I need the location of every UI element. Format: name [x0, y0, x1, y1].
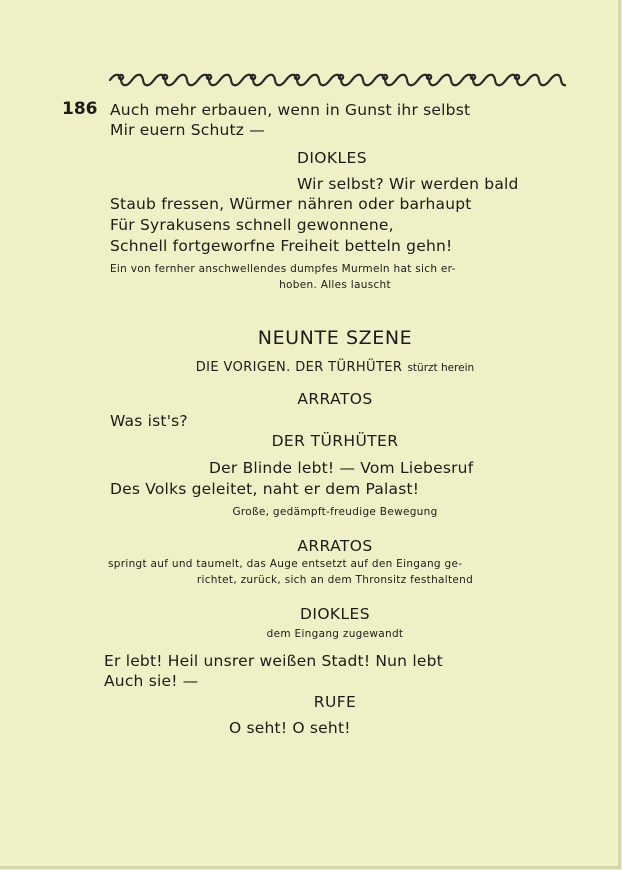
- verse-line: Des Volks geleitet, naht er dem Palast!: [110, 480, 420, 498]
- speaker-name: ARRATOS: [297, 537, 373, 555]
- stage-direction: richtet, zurück, sich an dem Thronsitz festhaltend: [196, 574, 474, 586]
- stage-direction: dem Eingang zugewandt: [266, 628, 404, 640]
- verse-line: Was ist's?: [110, 412, 188, 430]
- verse-line: Der Blinde lebt! — Vom Liebesruf: [209, 459, 474, 477]
- page-number: 186: [62, 99, 98, 119]
- scene-subtitle: [110, 356, 560, 375]
- verse-line: Staub fressen, Würmer nähren oder barhaupt: [110, 195, 472, 213]
- verse-line: Auch mehr erbauen, wenn in Gunst ihr selbst: [110, 101, 471, 119]
- ornamental-border-icon: [108, 72, 566, 88]
- stage-direction: stürzt herein: [407, 362, 475, 374]
- stage-direction: Ein von fernher anschwellendes dumpfes Murmeln hat sich er-: [110, 263, 456, 275]
- speaker-name: ARRATOS: [297, 390, 373, 408]
- stage-direction: hoben. Alles lauscht: [279, 279, 391, 291]
- verse-line: Mir euern Schutz —: [110, 121, 265, 139]
- verse-line: Schnell fortgeworfne Freiheit betteln gehn!: [110, 237, 453, 255]
- scene-characters: DIE VORIGEN. DER TÜRHÜTER: [195, 360, 403, 375]
- verse-line: O seht! O seht!: [229, 719, 351, 737]
- speaker-name: RUFE: [313, 693, 357, 711]
- verse-line: Für Syrakusens schnell gewonnene,: [110, 216, 394, 234]
- stage-direction: springt auf und taumelt, das Auge entsetzt auf den Eingang ge-: [108, 558, 463, 570]
- speaker-name: DER TÜRHÜTER: [271, 432, 399, 450]
- scene-title: NEUNTE SZENE: [257, 327, 413, 349]
- stage-direction: Große, gedämpft-freudige Bewegung: [232, 506, 438, 518]
- verse-line: Wir selbst? Wir werden bald: [297, 175, 519, 193]
- verse-line: Auch sie! —: [104, 672, 199, 690]
- verse-line: Er lebt! Heil unsrer weißen Stadt! Nun lebt: [104, 652, 443, 670]
- speaker-name: DIOKLES: [297, 149, 367, 167]
- speaker-name: DIOKLES: [300, 605, 370, 623]
